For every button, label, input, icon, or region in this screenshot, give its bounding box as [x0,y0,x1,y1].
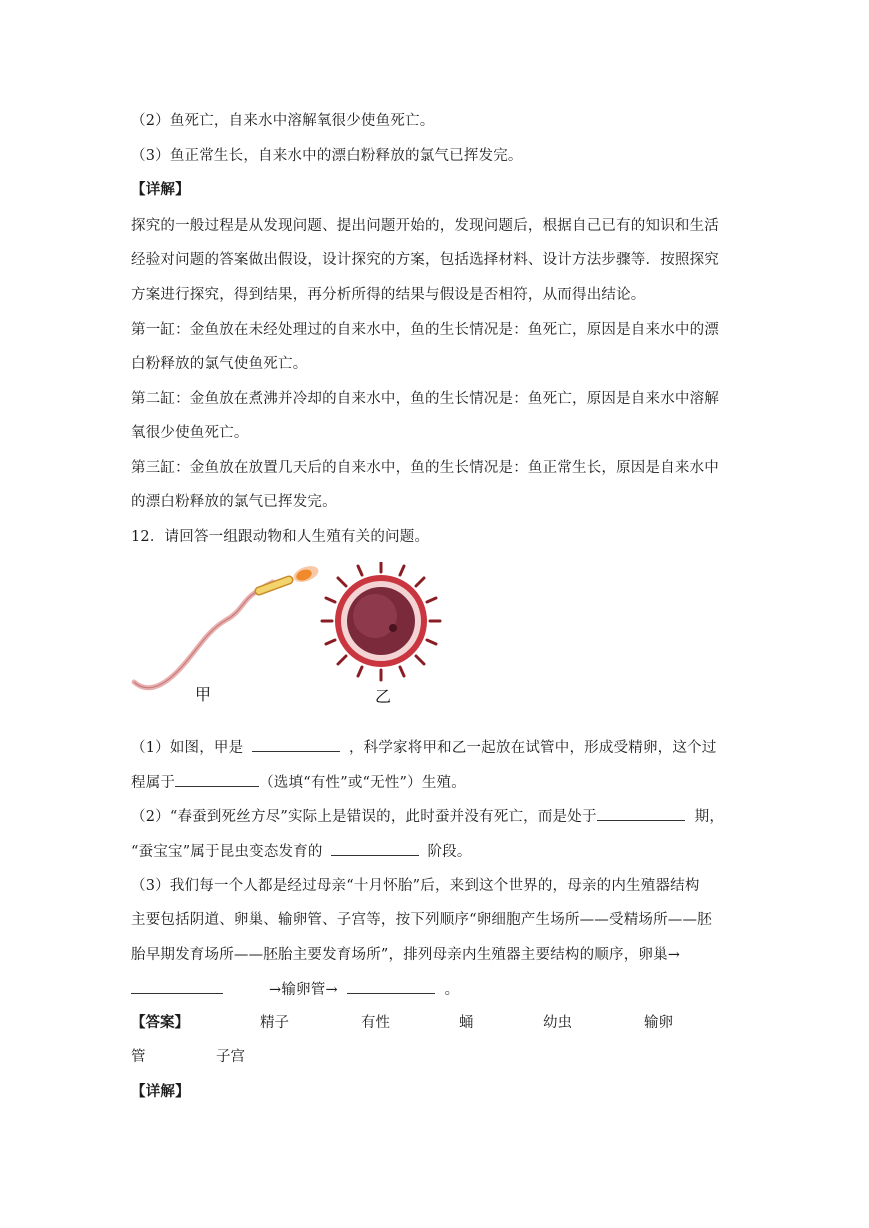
answer-blank [131,979,223,994]
q2-text-c: “蚕宝宝”属于昆虫变态发育的 [131,844,323,860]
section-heading: 【详解】 [131,181,190,198]
answer-item: 管 [131,1049,146,1065]
q3-text-d: →输卵管→ [269,982,338,998]
sperm-egg-illustration [131,562,461,712]
question-2-line-1 [131,806,724,827]
egg-nucleus [389,624,397,632]
section-heading: 【详解】 [131,1083,190,1100]
question-3-line-4 [131,979,459,1000]
text-line: 第二缸：金鱼放在煮沸并冷却的自来水中，鱼的生长情况是：鱼死亡，原因是自来水中溶解 [131,391,719,407]
text-line: 氧很少使鱼死亡。 [131,425,249,441]
reproduction-figure [131,562,461,712]
text-line: 方案进行探究，得到结果，再分析所得的结果与假设是否相符，从而得出结论。 [131,287,646,303]
question-3-line-1: （3）我们每一个人都是经过母亲“十月怀胎”后，来到这个世界的，母亲的内生殖器结构 [131,878,700,894]
text-line: （3）鱼正常生长，自来水中的漂白粉释放的氯气已挥发完。 [131,148,523,164]
q1-text-c: 程属于 [131,775,176,791]
answer-blank [252,737,340,752]
q1-text-d: （选填“有性”或“无性”）生殖。 [259,775,466,791]
answer-blank [331,841,419,856]
text-line: 经验对问题的答案做出假设，设计探究的方案，包括选择材料、设计方法步骤等．按照探究 [131,252,719,268]
answer-blank [347,979,435,994]
answer-blank [597,806,685,821]
text-line: 白粉释放的氯气使鱼死亡。 [131,356,308,372]
question-2-line-2 [131,841,472,862]
q1-text-b: ，科学家将甲和乙一起放在试管中，形成受精卵，这个过 [348,740,717,756]
answer-item: 幼虫 [543,1015,572,1031]
answer-item: 子宫 [216,1049,245,1065]
question-1-line-1 [131,737,716,758]
sperm-label: 甲 [195,685,212,704]
q1-text-a: （1）如图，甲是 [131,740,244,756]
egg-label: 乙 [375,687,392,706]
question-3-line-2: 主要包括阴道、卵巢、输卵管、子宫等，按下列顺序“卵细胞产生场所——受精场所——胚 [131,912,712,928]
answer-item: 蛹 [459,1015,474,1031]
text-line: 第一缸：金鱼放在未经处理过的自来水中，鱼的生长情况是：鱼死亡，原因是自来水中的漂 [131,322,719,338]
q2-text-b: 期， [694,809,725,825]
q2-text-d: 阶段。 [427,844,472,860]
q2-text-a: （2）“春蚕到死丝方尽”实际上是错误的，此时蚕并没有死亡，而是处于 [131,809,597,825]
answer-label: 【答案】 [131,1014,189,1031]
sperm-tail [134,582,273,688]
q3-text-e: 。 [444,982,460,998]
text-line: 第三缸：金鱼放在放置几天后的自来水中，鱼的生长情况是：鱼正常生长，原因是自来水中 [131,460,719,476]
answer-item: 输卵 [644,1015,673,1031]
text-line: （2）鱼死亡，自来水中溶解氧很少使鱼死亡。 [131,113,435,129]
text-line: 的漂白粉释放的氯气已挥发完。 [131,494,337,510]
answer-item: 精子 [260,1015,289,1031]
answer-item: 有性 [361,1015,390,1031]
question-3-line-3: 胎早期发育场所——胚胎主要发育场所”，排列母亲内生殖器主要结构的顺序，卵巢→ [131,947,681,963]
answer-blank [175,772,259,787]
question-1-line-2 [131,772,466,793]
text-line: 探究的一般过程是从发现问题、提出问题开始的，发现问题后，根据自己已有的知识和生活 [131,218,719,234]
question-title: 12．请回答一组跟动物和人生殖有关的问题。 [131,529,430,545]
